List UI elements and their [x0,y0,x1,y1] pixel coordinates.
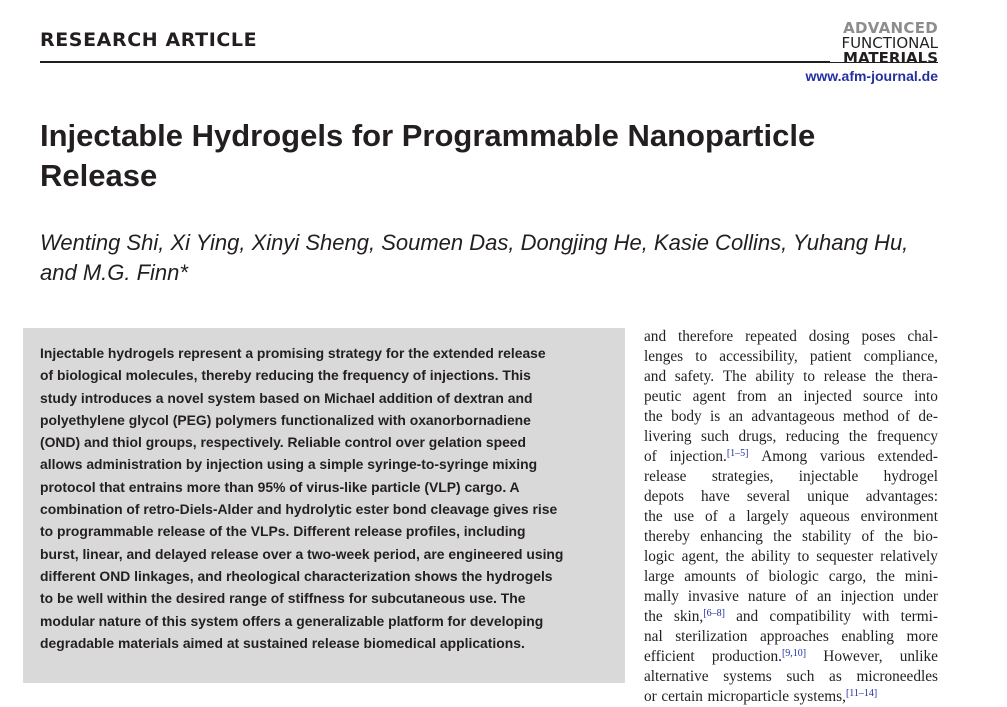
body-word: largely [746,508,789,525]
body-word: such [701,428,730,445]
body-word: and [644,328,667,345]
body-word: release [644,468,687,485]
body-word: environment [860,508,938,525]
body-word: sequester [816,548,874,565]
body-word: such [786,668,815,685]
body-word: release [823,368,867,385]
body-line [644,347,938,367]
body-word: unlike [899,648,938,665]
abstract-box [23,328,625,683]
body-word: have [700,488,730,505]
body-word: of [897,408,911,425]
body-word: reducing [785,428,840,445]
body-word: de- [918,408,938,425]
body-word: aqueous [799,508,850,525]
body-word: from [736,388,767,405]
abstract-line: different OND linkages, and rheological characterization shows the hydrogels [40,567,553,584]
body-word: an [728,408,744,425]
citation-link[interactable]: [9,10] [781,648,807,659]
body-word: the [644,608,663,625]
body-line [644,327,938,347]
body-word: injection.[1–5] [669,448,749,465]
body-word: strategies, [711,468,774,485]
body-word: enhancing [700,528,763,545]
body-line [644,647,938,667]
body-word: nature [747,588,787,605]
body-word: the [773,528,792,545]
body-word: frequency [876,428,938,445]
body-word: ability [751,548,791,565]
abstract-line: to be well within the desired range of stiffness for subcutaneous use. The [40,590,526,607]
body-word: the [876,568,895,585]
body-word: large [644,568,675,585]
article-title: Injectable Hydrogels for Programmable Nanoparticle Release [40,118,816,193]
body-word: logic [644,548,675,565]
body-word: hydrogel [883,468,938,485]
body-word: to [803,368,815,385]
body-word: stability [802,528,852,545]
citation-link[interactable]: [11–14] [845,688,878,699]
section-label: RESEARCH ARTICLE [40,29,258,51]
body-word: injected [803,388,852,405]
body-word: lenges [644,348,684,365]
abstract-line: polyethylene glycol (PEG) polymers functionalized with oxanorbornadiene [40,411,531,428]
body-word: amounts [684,568,737,585]
abstract-line: protocol that entrains more than 95% of virus-like particle (VLP) cargo. A [40,478,520,495]
body-line [644,607,938,627]
body-word: source [863,388,903,405]
body-word: an [777,388,793,405]
body-word: method [843,408,889,425]
body-word: enabling [841,628,895,645]
body-word: depots [644,488,684,505]
body-word: a [728,508,736,525]
abstract-line: to programmable release of the VLPs. Different release profiles, including [40,523,526,540]
body-line [644,447,938,467]
body-word: biologic [768,568,819,585]
abstract-line: study introduces a novel system based on Michael addition of dextran and [40,389,533,406]
body-word: injection [840,588,895,605]
body-word: and [736,608,759,625]
body-word: of [745,568,759,585]
body-word: several [746,488,791,505]
body-word: termi- [900,608,938,625]
body-word: Among [761,448,808,465]
body-word: use [673,508,695,525]
body-word: more [906,628,938,645]
body-word: bio- [913,528,938,545]
abstract-line: (OND) and thiol groups, respectively. Reliable control over gelation speed [40,434,527,451]
body-line [644,547,938,567]
body-word: dosing [808,328,850,345]
citation-link[interactable]: [6–8] [703,608,725,619]
body-word: to [695,348,708,365]
body-word: patient [809,348,852,365]
abstract-line: degradable materials aimed at sustained release biomedical applications. [40,634,525,651]
abstract-text [40,342,611,654]
body-word: of [644,448,657,465]
body-word: agent [692,388,726,405]
body-word: of [861,528,875,545]
body-word: an [817,588,832,605]
body-word: of [795,588,808,605]
body-text-column [644,327,938,707]
body-word: production.[9,10] [711,648,807,665]
abstract-line: combination of retro-Diels-Alder and hydrolytic ester bond cleavage gives rise [40,501,558,518]
body-word: or [644,688,657,705]
journal-logo-line3: MATERIALS [843,49,938,67]
abstract-line: Injectable hydrogels represent a promising strategy for the extended release [40,345,546,361]
body-line [644,407,938,427]
body-word: skin,[6–8] [673,608,725,625]
body-word: is [710,408,721,425]
body-line [644,367,938,387]
body-word: drugs, [738,428,777,445]
body-word: repeated [745,328,797,345]
body-word: advantages: [865,488,938,505]
body-word: approaches [759,628,829,645]
citation-link[interactable]: [1–5] [726,448,749,459]
body-word: therefore [677,328,734,345]
body-word: and [644,368,667,385]
body-word: safety. [674,368,715,385]
body-line [644,687,938,707]
body-word: the [644,508,663,525]
body-word: livering [644,428,692,445]
body-word: as [829,668,842,685]
abstract-line: of biological molecules, thereby reducing the frequency of injections. This [40,367,531,384]
body-word: body [671,408,702,425]
journal-url-link[interactable]: www.afm-journal.de [805,68,938,84]
body-word: thereby [644,528,690,545]
body-word: agent, [681,548,719,565]
body-word: alternative [644,668,709,685]
body-line [644,487,938,507]
body-word: compatibility [769,608,851,625]
body-word: under [903,588,938,605]
body-word: various [819,448,865,465]
body-line [644,527,938,547]
body-word: mini- [904,568,938,585]
body-word: microneedles [856,668,938,685]
body-line [644,467,938,487]
body-line [644,387,938,407]
body-word: into [914,388,938,405]
body-word: nal [644,628,663,645]
body-word: systems [723,668,772,685]
body-word: accessibility, [719,348,798,365]
body-word: systems,[11–14] [793,688,878,705]
body-word: ability [755,368,795,385]
body-word: advantageous [751,408,835,425]
body-word: However, [823,648,883,665]
body-word: cargo, [828,568,867,585]
journal-logo[interactable] [841,21,938,66]
body-word: chal- [907,328,938,345]
body-word: peutic [644,388,682,405]
body-line [644,507,938,527]
body-word: the [884,528,904,545]
body-word: the [644,408,663,425]
header-rule [40,61,830,63]
author-list: Wenting Shi, Xi Ying, Xinyi Sheng, Soumen Das, Dongjing He, Kasie Collins, Yuhang Hu, and M.G. Finn* [40,230,909,285]
body-line [644,567,938,587]
body-word: extended- [877,448,938,465]
body-word: the [874,368,894,385]
body-word: the [725,548,745,565]
body-word: the [848,428,868,445]
body-word: microparticle [707,688,790,705]
abstract-line: modular nature of this system offers a generalizable platform for developing [40,612,544,629]
body-word: relatively [880,548,938,565]
body-word: sterilization [675,628,748,645]
body-word: mally [644,588,679,605]
body-word: with [862,608,890,625]
journal-logo-line1: ADVANCED [843,19,938,37]
body-word: certain [661,688,703,705]
body-word: poses [861,328,896,345]
body-line [644,627,938,647]
body-word: The [722,368,747,385]
body-word: thera- [902,368,938,385]
body-word: compliance, [863,348,938,365]
body-word: of [704,508,718,525]
abstract-line: burst, linear, and delayed release over a two-week period, are engineered using [40,545,564,562]
journal-logo-line2: FUNCTIONAL [841,34,938,52]
body-word: to [797,548,810,565]
body-line [644,427,938,447]
body-line [644,587,938,607]
body-word: injectable [798,468,859,485]
body-word: unique [807,488,849,505]
abstract-line: allows administration by injection using a simple syringe-to-syringe mixing [40,456,538,473]
body-line [644,667,938,687]
body-word: efficient [644,648,695,665]
body-word: invasive [687,588,739,605]
